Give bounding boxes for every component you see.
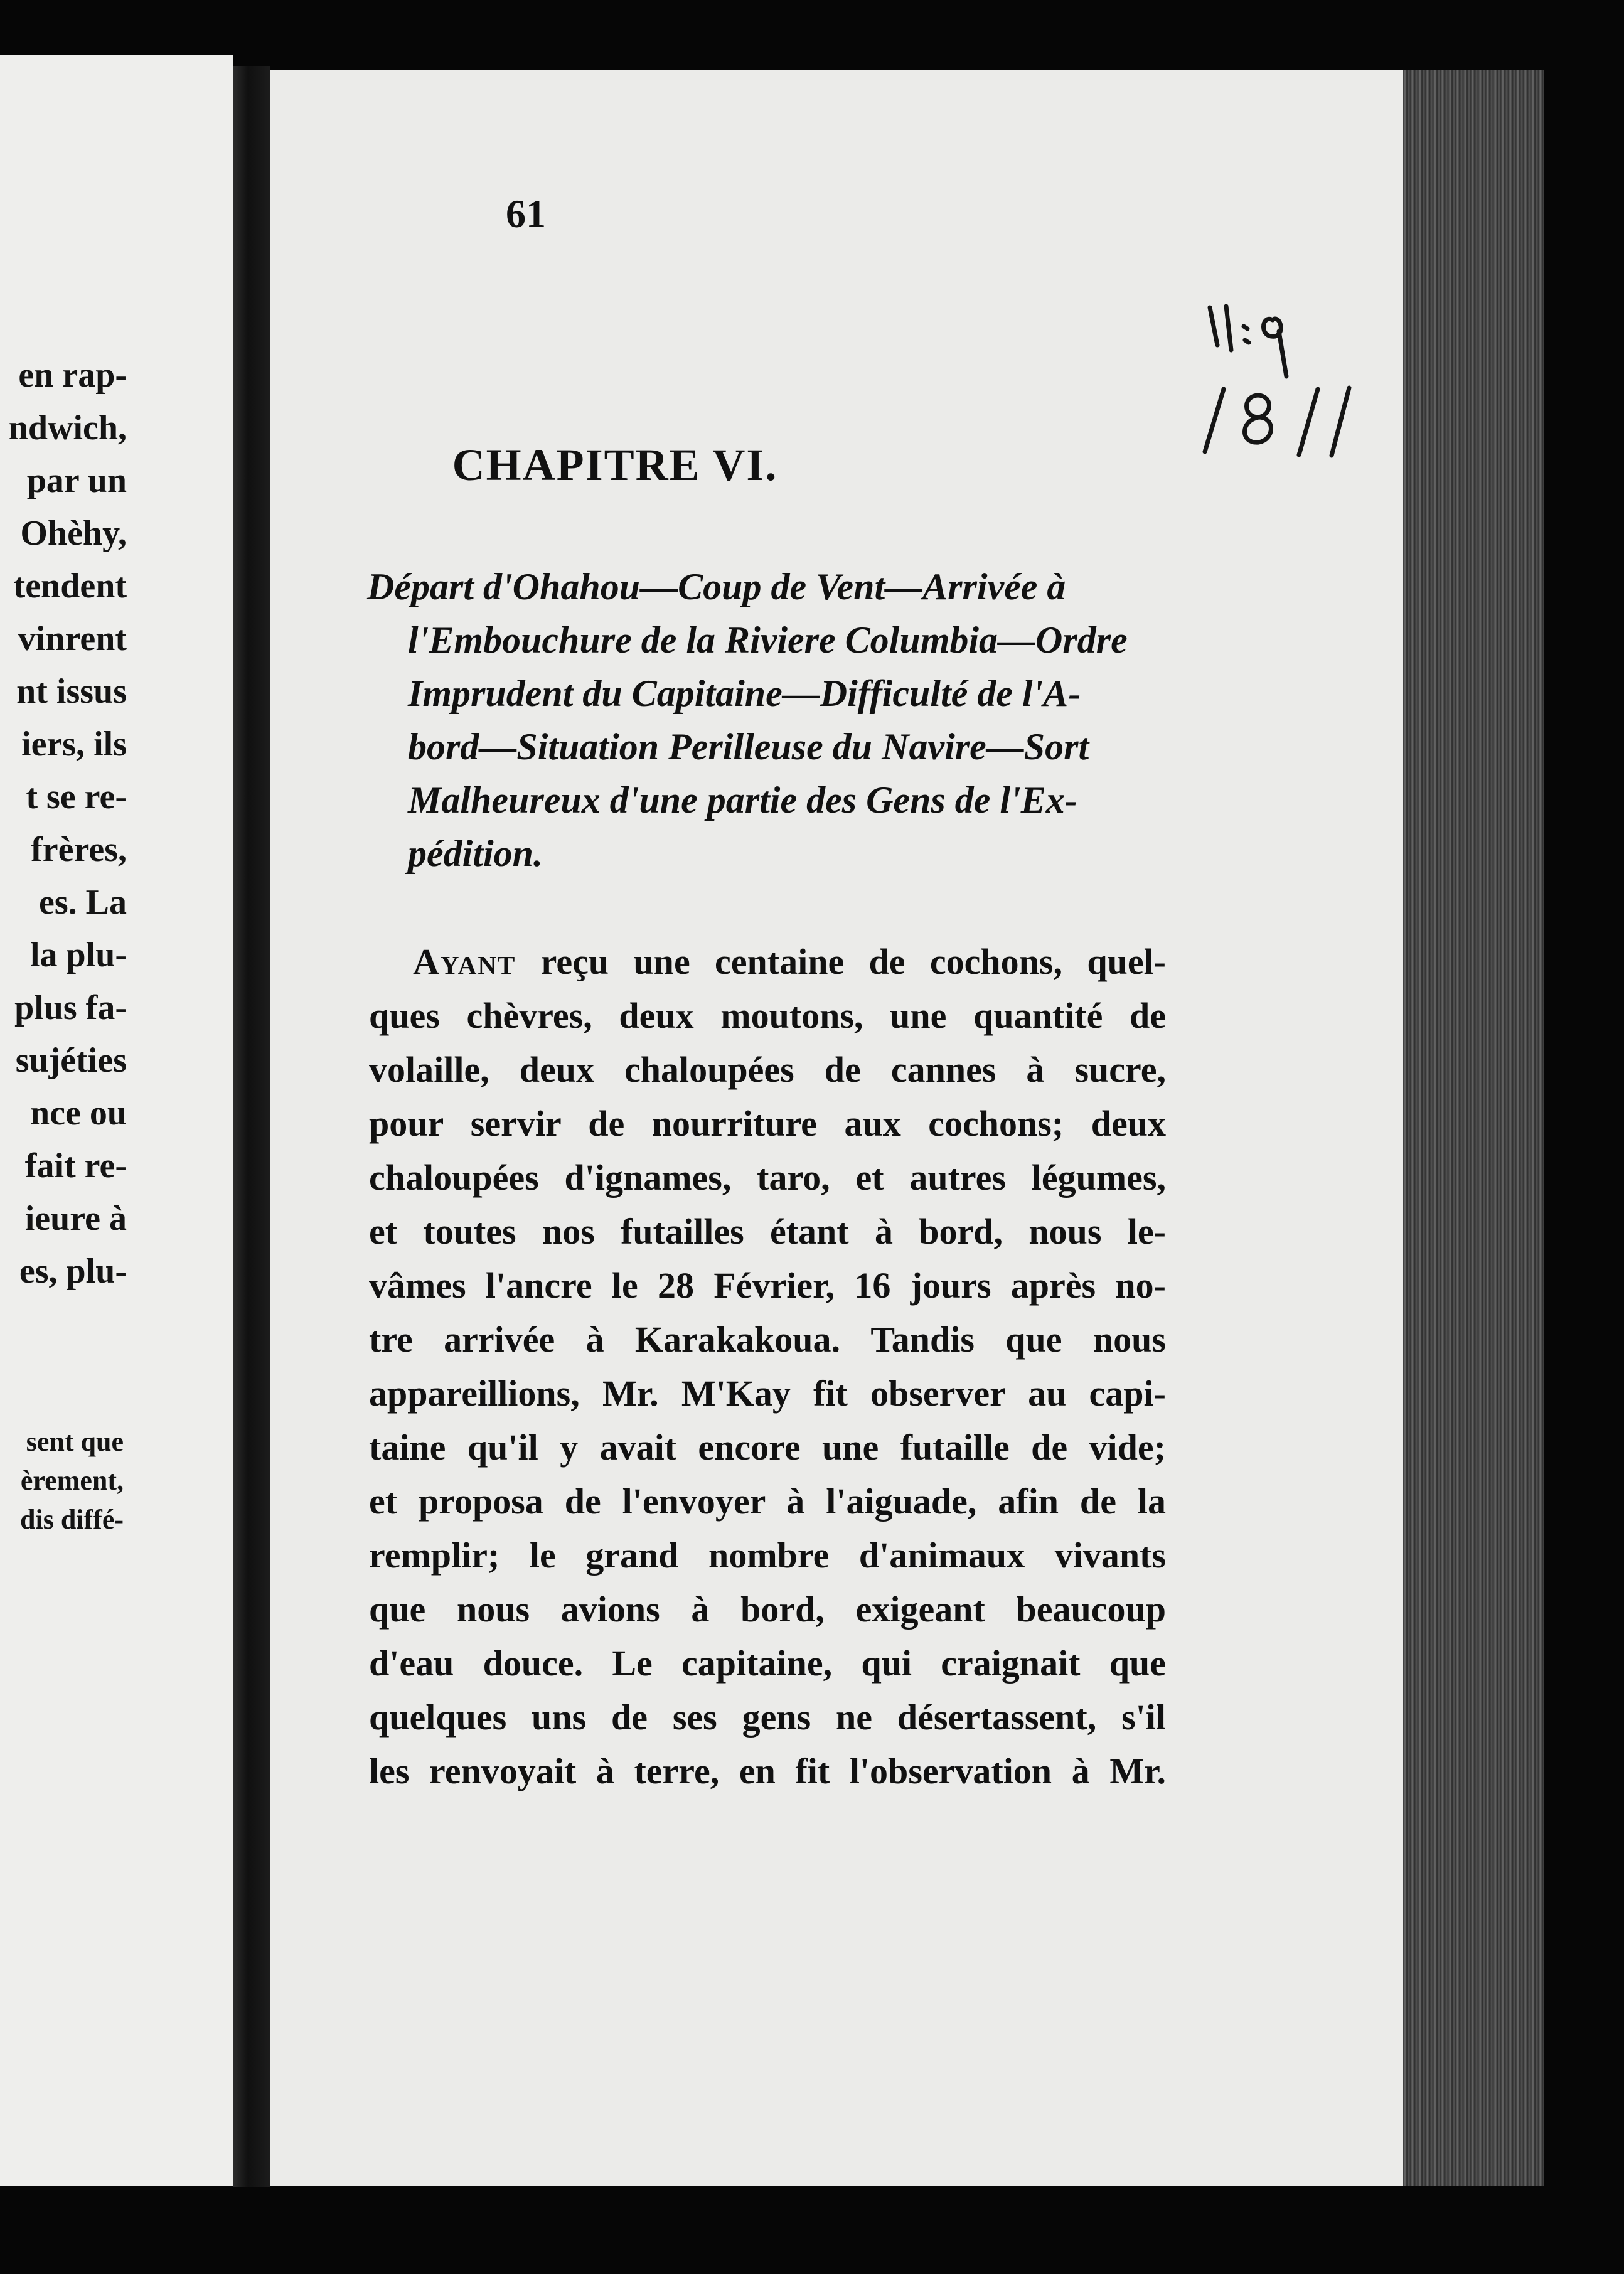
chapter-summary-line: l'Embouchure de la Riviere Columbia—Ordre (408, 619, 1128, 661)
body-text-line: et proposa de l'envoyer à l'aiguade, afin de la (369, 1481, 1166, 1522)
page-number: 61 (506, 191, 546, 236)
left-page-line: plus fa- (14, 988, 127, 1027)
chapter-summary-line: Départ d'Ohahou—Coup de Vent—Arrivée à (367, 566, 1066, 607)
left-page-line: t se re- (26, 777, 127, 816)
chapter-summary-line: Malheureux d'une partie des Gens de l'Ex- (408, 779, 1077, 821)
left-page-note-line: sent que (26, 1426, 124, 1457)
left-page-note-line: dis diffé- (20, 1504, 124, 1535)
left-page-line: fait re- (24, 1146, 127, 1185)
left-page-line: par un (26, 461, 127, 500)
body-text-line: tre arrivée à Karakakoua. Tandis que nous (369, 1319, 1166, 1360)
left-page-line: Ohèhy, (20, 514, 127, 553)
body-first-word: Ayant (413, 941, 516, 982)
body-text-line: remplir; le grand nombre d'animaux vivants (369, 1535, 1166, 1576)
body-text-line: les renvoyait à terre, en fit l'observation à Mr. (369, 1751, 1166, 1791)
book-gutter (233, 66, 270, 2187)
chapter-summary-line: Imprudent du Capitaine—Difficulté de l'A- (408, 673, 1081, 714)
body-text-line: vâmes l'ancre le 28 Février, 16 jours après no- (369, 1265, 1166, 1306)
left-page-note-line: èrement, (20, 1465, 124, 1496)
left-page-line: tendent (13, 567, 127, 606)
left-page-line: nce ou (30, 1094, 127, 1133)
left-page-line: sujéties (15, 1041, 127, 1080)
left-page-line: ieure à (24, 1199, 127, 1238)
left-page-line: es, plu- (19, 1252, 127, 1291)
handwritten-annotation (1199, 301, 1406, 464)
body-text-line: taine qu'il y avait encore une futaille de vide; (369, 1427, 1166, 1468)
body-text-line: volaille, deux chaloupées de cannes à sucre, (369, 1049, 1166, 1090)
left-page (0, 55, 233, 2186)
body-text-line: d'eau douce. Le capitaine, qui craignait que (369, 1643, 1166, 1684)
left-page-line: nt issus (16, 672, 127, 711)
body-text-line: chaloupées d'ignames, taro, et autres légumes, (369, 1157, 1166, 1198)
body-text-line: pour servir de nourriture aux cochons; deux (369, 1103, 1166, 1144)
chapter-summary-line: bord—Situation Perilleuse du Navire—Sort (408, 726, 1089, 767)
body-text-line: Ayant reçu une centaine de cochons, quel- (413, 941, 1166, 982)
page-edge (1403, 70, 1544, 2186)
body-text-line: que nous avions à bord, exigeant beaucoup (369, 1589, 1166, 1630)
left-page-line: es. La (39, 883, 127, 922)
left-page-line: vinrent (18, 619, 127, 658)
body-text-line: et toutes nos futailles étant à bord, nous le- (369, 1211, 1166, 1252)
body-text-line: quelques uns de ses gens ne désertassent, s'il (369, 1697, 1166, 1738)
chapter-summary-line: pédition. (408, 833, 543, 874)
body-text-line: appareillions, Mr. M'Kay fit observer au capi- (369, 1373, 1166, 1414)
left-page-line: frères, (31, 830, 127, 869)
body-text-line: ques chèvres, deux moutons, une quantité de (369, 995, 1166, 1036)
left-page-line: iers, ils (21, 725, 127, 764)
left-page-line: en rap- (18, 356, 127, 395)
left-page-line: ndwich, (8, 408, 127, 447)
chapter-title: CHAPITRE VI. (452, 440, 778, 490)
left-page-line: la plu- (29, 936, 127, 974)
